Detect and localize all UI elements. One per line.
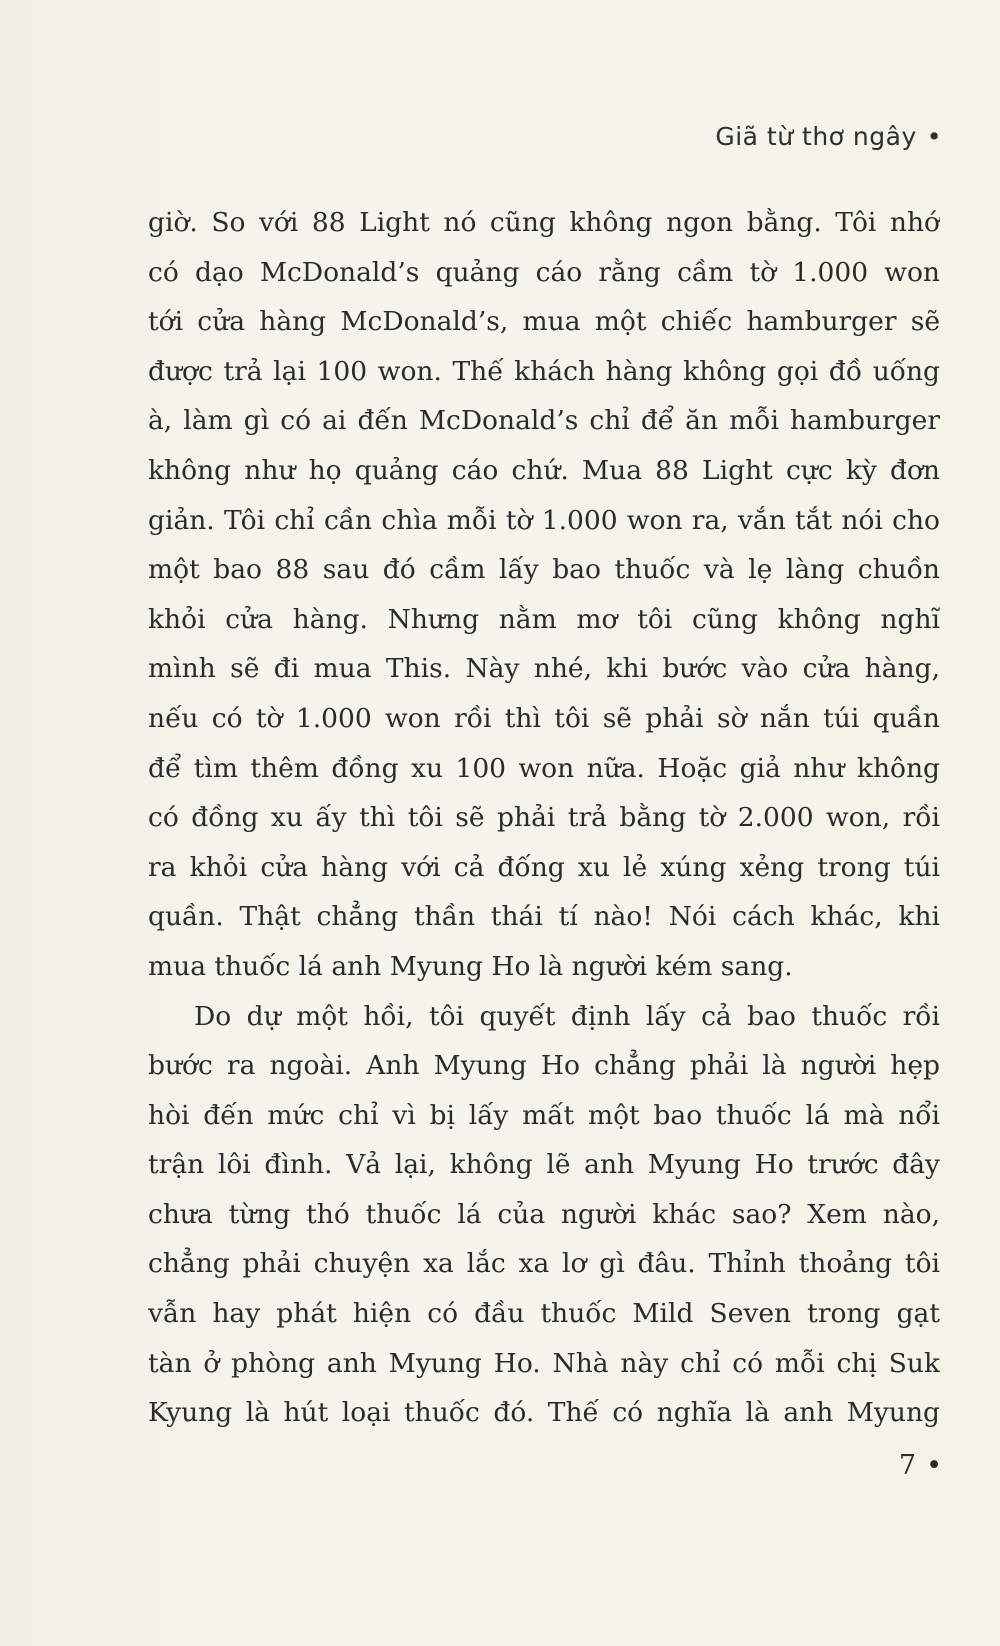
text-line: giờ. So với 88 Light nó cũng không ngon bằng. Tôi nhớ: [148, 207, 940, 238]
body-text: [148, 198, 940, 1438]
text-line: quần. Thật chẳng thần thái tí nào! Nói cách khác, khi: [148, 901, 940, 933]
running-header-title: Giã từ thơ ngây: [715, 122, 917, 151]
text-line: không như họ quảng cáo chứ. Mua 88 Light cực kỳ đơn: [148, 454, 940, 486]
text-line: mua thuốc lá anh Myung Ho là người kém sang.: [148, 950, 793, 982]
paragraph-2: [148, 992, 940, 1438]
text-line: có đồng xu ấy thì tôi sẽ phải trả bằng tờ 2.000 won, rồi: [148, 802, 940, 834]
text-line: Do dự một hồi, tôi quyết định lấy cả bao thuốc rồi: [194, 1000, 940, 1032]
text-line: chưa từng thó thuốc lá của người khác sao? Xem nào,: [148, 1198, 940, 1230]
page-number-value: 7: [898, 1450, 917, 1481]
running-header-bullet: •: [926, 122, 942, 151]
text-line: bước ra ngoài. Anh Myung Ho chẳng phải là người hẹp: [148, 1050, 940, 1082]
running-header: [715, 122, 942, 151]
text-line: tàn ở phòng anh Myung Ho. Nhà này chỉ có mỗi chị Suk: [148, 1347, 940, 1379]
text-line: ra khỏi cửa hàng với cả đống xu lẻ xúng xẻng trong túi: [148, 851, 940, 883]
text-line: chẳng phải chuyện xa lắc xa lơ gì đâu. Thỉnh thoảng tôi: [148, 1248, 940, 1280]
text-line: tới cửa hàng McDonald’s, mua một chiếc hamburger sẽ: [148, 306, 940, 338]
page-number: [899, 1450, 942, 1481]
text-line: nếu có tờ 1.000 won rồi thì tôi sẽ phải sờ nắn túi quần: [148, 702, 940, 734]
text-line: được trả lại 100 won. Thế khách hàng không gọi đồ uống: [148, 355, 940, 387]
text-line: vẫn hay phát hiện có đầu thuốc Mild Seven trong gạt: [148, 1298, 940, 1330]
text-line: à, làm gì có ai đến McDonald’s chỉ để ăn mỗi hamburger: [148, 405, 940, 437]
text-line: giản. Tôi chỉ cần chìa mỗi tờ 1.000 won ra, vắn tắt nói cho: [148, 504, 940, 536]
text-line: Kyung là hút loại thuốc đó. Thế có nghĩa là anh Myung: [148, 1397, 940, 1429]
text-line: một bao 88 sau đó cầm lấy bao thuốc và lẹ làng chuồn: [148, 554, 940, 586]
page-number-bullet: •: [926, 1450, 942, 1481]
paragraph-1: [148, 198, 940, 992]
text-line: hòi đến mức chỉ vì bị lấy mất một bao thuốc lá mà nổi: [148, 1099, 940, 1131]
text-line: khỏi cửa hàng. Nhưng nằm mơ tôi cũng không nghĩ: [148, 603, 940, 635]
text-line: có dạo McDonald’s quảng cáo rằng cầm tờ 1.000 won: [148, 256, 940, 288]
text-line: trận lôi đình. Vả lại, không lẽ anh Myung Ho trước đây: [148, 1149, 940, 1181]
text-line: để tìm thêm đồng xu 100 won nữa. Hoặc giả như không: [148, 752, 940, 784]
text-line: mình sẽ đi mua This. Này nhé, khi bước vào cửa hàng,: [148, 653, 940, 685]
